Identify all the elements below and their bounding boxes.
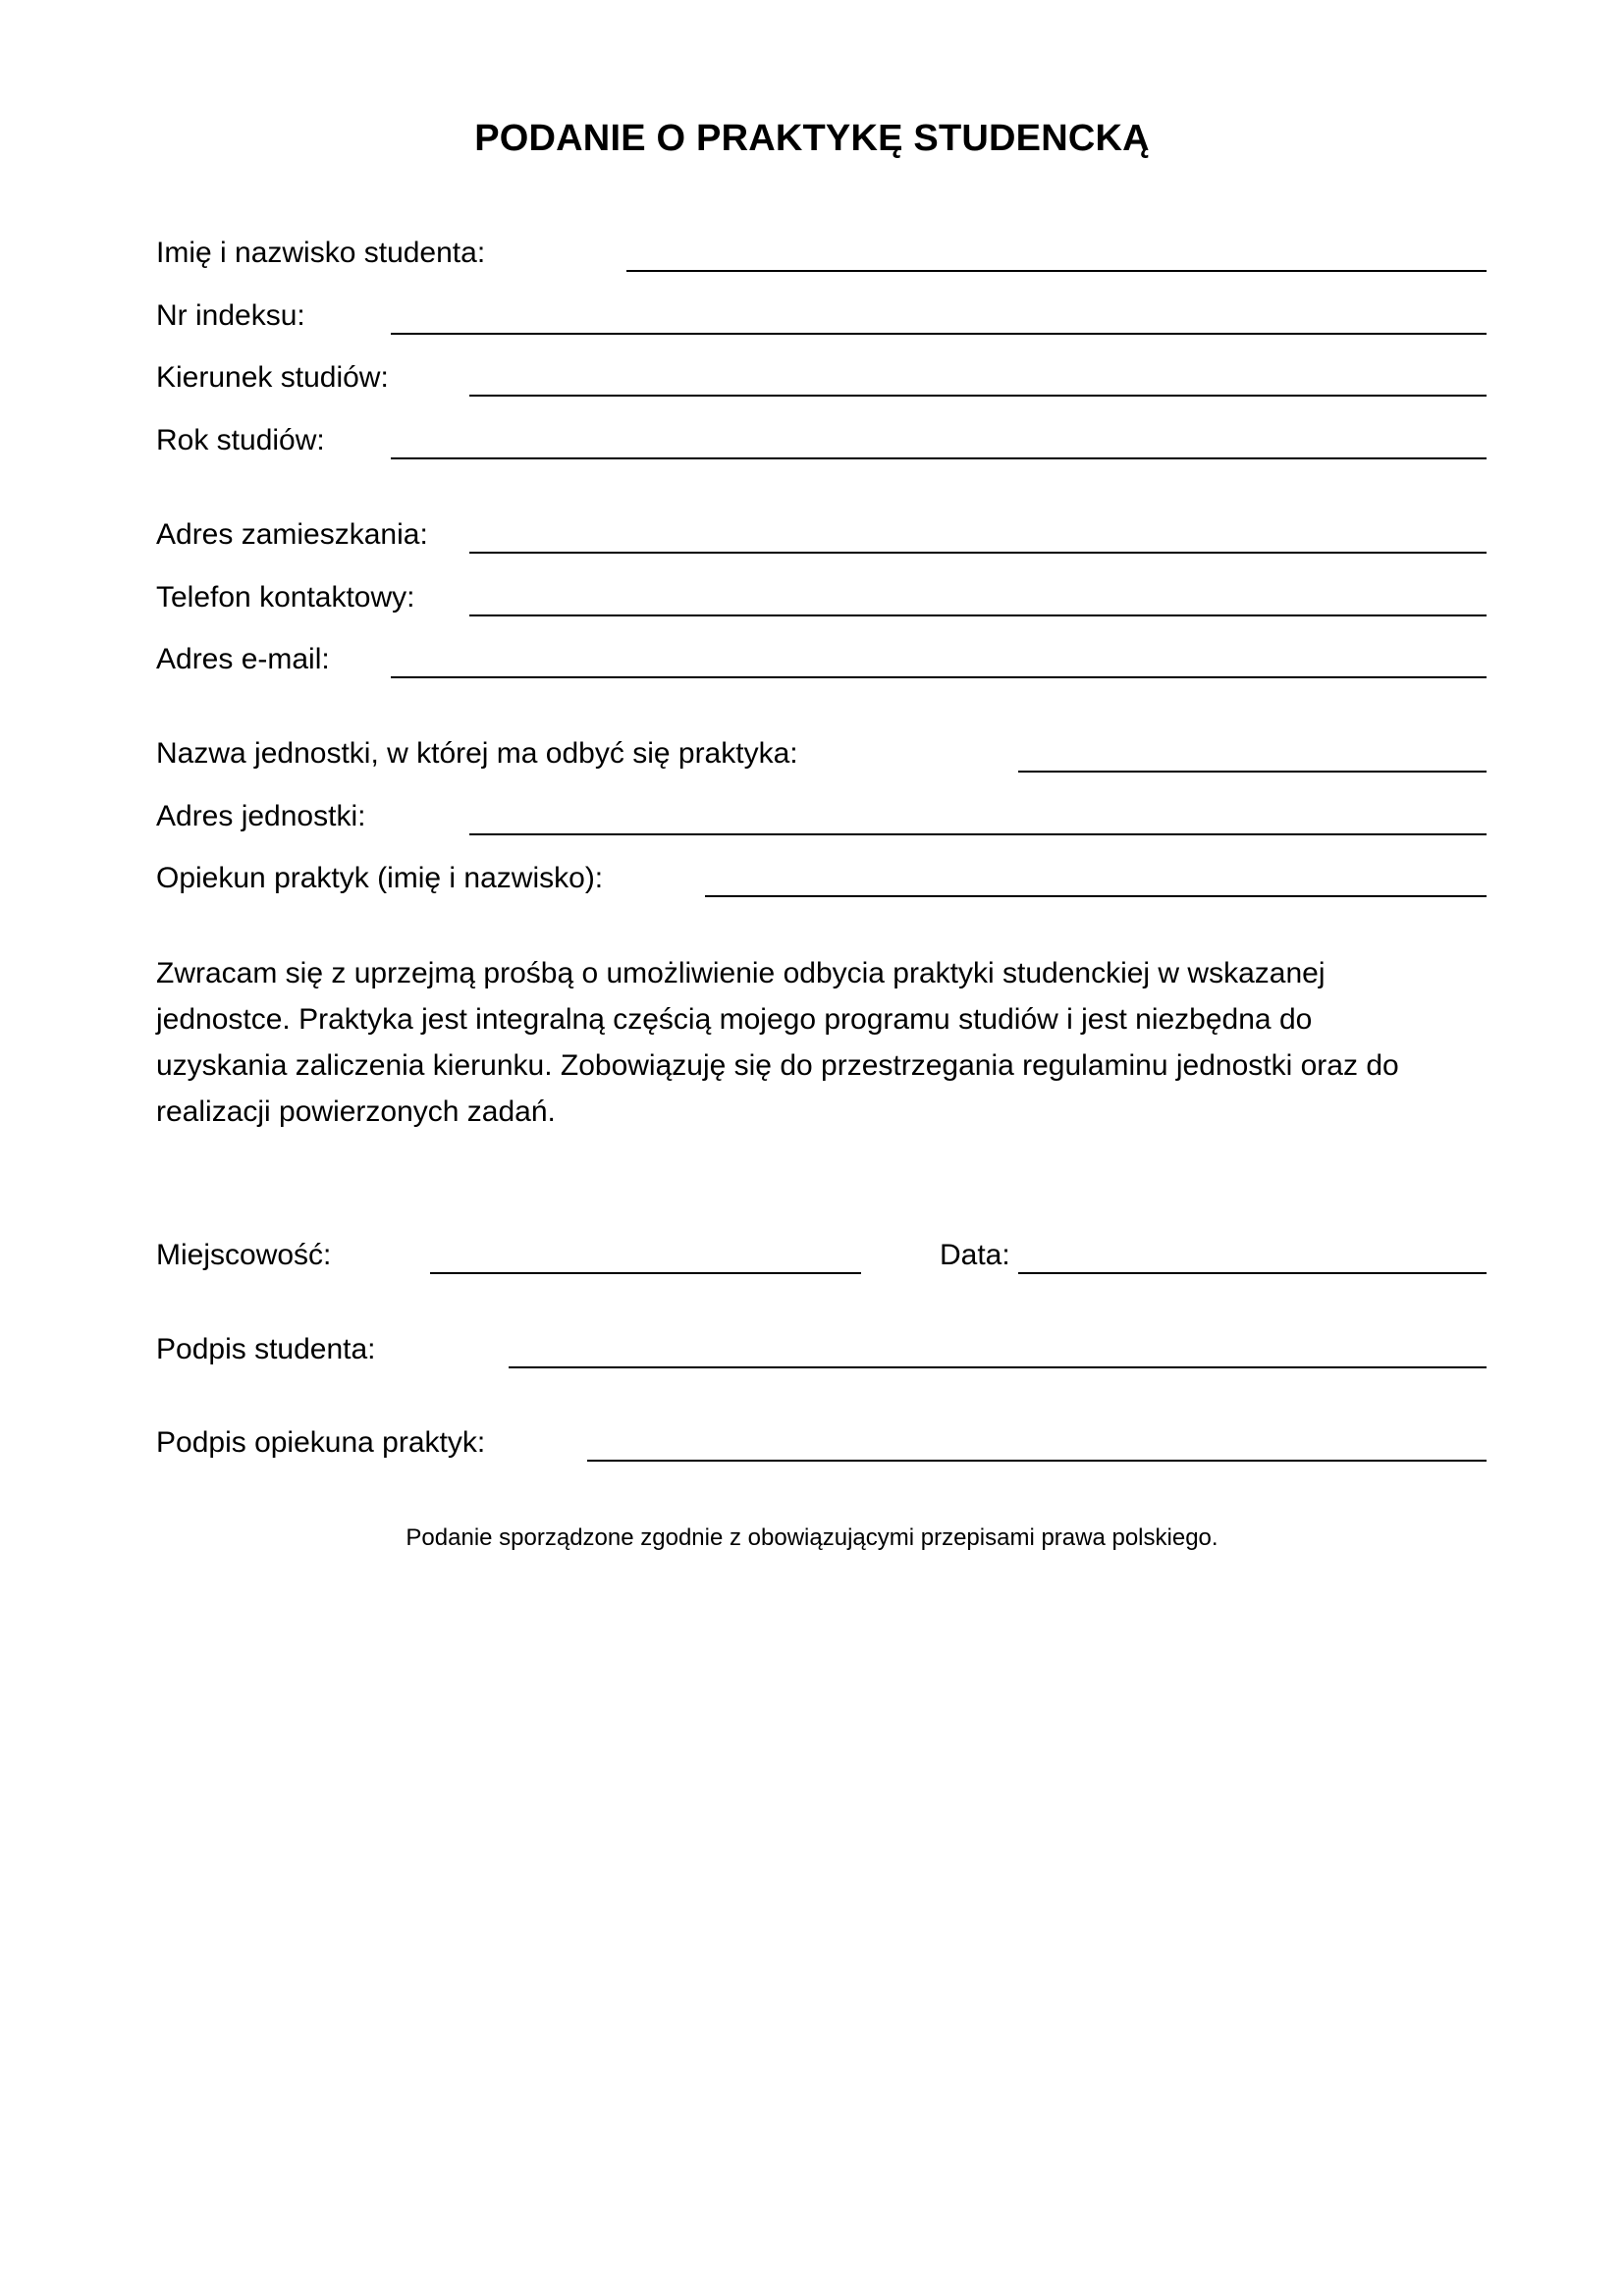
date-field[interactable] [1018, 1272, 1487, 1274]
supervisor-field[interactable] [705, 895, 1487, 897]
field-of-study-label: Kierunek studiów: [156, 361, 389, 394]
student-signature-label: Podpis studenta: [156, 1333, 376, 1365]
phone-label: Telefon kontaktowy: [156, 581, 415, 614]
student-name-label: Imię i nazwisko studenta: [156, 237, 486, 269]
unit-name-label: Nazwa jednostki, w której ma odbyć się praktyka: [156, 737, 798, 770]
index-number-field[interactable] [391, 333, 1487, 335]
email-label: Adres e-mail: [156, 643, 330, 675]
index-number-label: Nr indeksu: [156, 299, 305, 332]
page-title: PODANIE O PRAKTYKĘ STUDENCKĄ [474, 118, 1150, 159]
supervisor-signature-field[interactable] [587, 1460, 1487, 1462]
year-of-study-label: Rok studiów: [156, 424, 325, 456]
field-of-study-field[interactable] [469, 395, 1487, 397]
home-address-label: Adres zamieszkania: [156, 518, 428, 551]
unit-address-label: Adres jednostki: [156, 800, 366, 832]
place-field[interactable] [430, 1272, 861, 1274]
unit-name-field[interactable] [1018, 771, 1487, 773]
student-name-field[interactable] [626, 270, 1487, 272]
unit-address-field[interactable] [469, 833, 1487, 835]
request-statement: Zwracam się z uprzejmą prośbą o umożliwienie odbycia praktyki studenckiej w wskazanej jednostce. Praktyka jest integralną częścią mojego programu studiów i jest niezbędna do uzyskania zaliczenia kierunku. Zobowiązuję się do przestrzegania regulaminu jednostki oraz do realizacji powierzonych zadań. [156, 957, 1399, 1128]
legal-footnote: Podanie sporządzone zgodnie z obowiązującymi przepisami prawa polskiego. [406, 1524, 1218, 1551]
email-field[interactable] [391, 676, 1487, 678]
date-label: Data: [940, 1239, 1010, 1271]
phone-field[interactable] [469, 614, 1487, 616]
student-signature-field[interactable] [509, 1366, 1487, 1368]
year-of-study-field[interactable] [391, 457, 1487, 459]
supervisor-signature-label: Podpis opiekuna praktyk: [156, 1426, 486, 1459]
place-label: Miejscowość: [156, 1239, 332, 1271]
supervisor-label: Opiekun praktyk (imię i nazwisko): [156, 862, 604, 894]
home-address-field[interactable] [469, 552, 1487, 554]
